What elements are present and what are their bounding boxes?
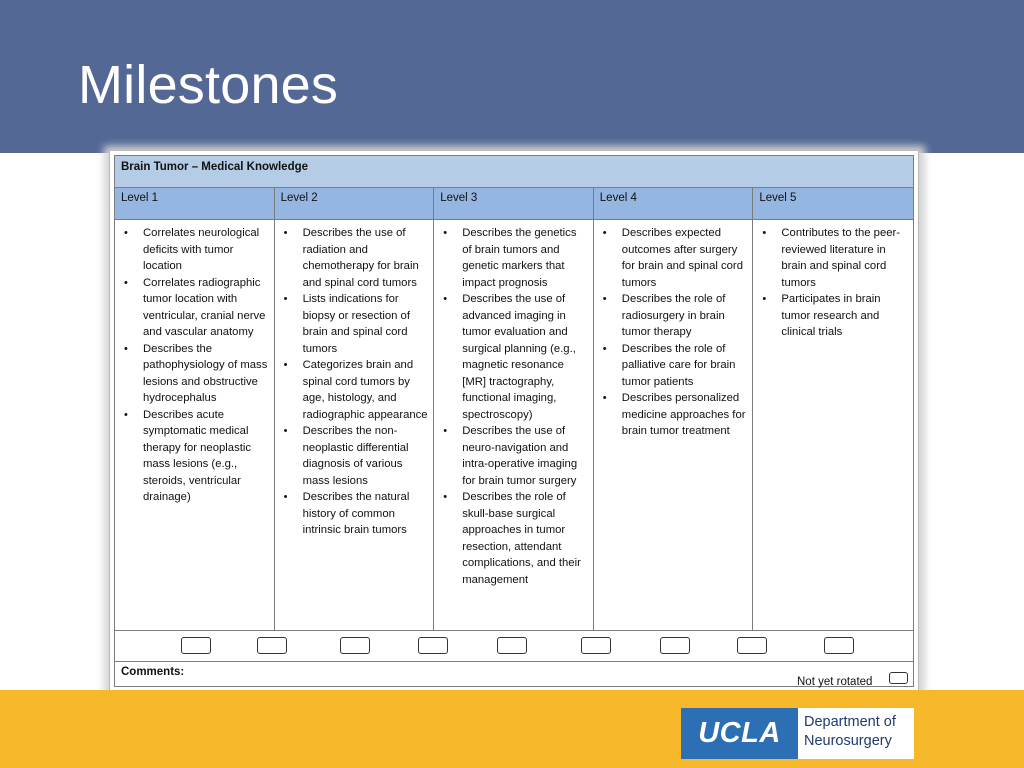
department-name [798, 708, 914, 759]
comments-label: Comments: [121, 666, 185, 678]
list-item: • Describes the non-neoplastic differential diagnosis of various mass lesions [281, 423, 430, 489]
rubric-table [114, 155, 914, 687]
not-yet-rotated-label: Not yet rotated [797, 676, 873, 688]
list-item: • Describes the pathophysiology of mass lesions and obstructive hydrocephalus [121, 341, 270, 407]
slide-title: Milestones [78, 55, 339, 115]
header-band [0, 0, 1024, 153]
level-5-descriptions [753, 220, 913, 630]
list-item: • Contributes to the peer-reviewed literature in brain and spinal cord tumors [759, 225, 909, 291]
rating-checkbox-5[interactable] [497, 637, 527, 654]
list-item: • Describes the role of palliative care for brain tumor patients [600, 341, 749, 391]
level-1-descriptions [115, 220, 275, 630]
milestone-rubric [109, 150, 919, 691]
level-4-header: Level 4 [594, 188, 754, 219]
level-3-header: Level 3 [434, 188, 594, 219]
list-item: • Correlates radiographic tumor location with ventricular, cranial nerve and vascular anatomy [121, 275, 270, 341]
level-5-header: Level 5 [759, 192, 797, 204]
rating-checkbox-3[interactable] [340, 637, 370, 654]
list-item: • Describes the use of advanced imaging in tumor evaluation and surgical planning (e.g., magnetic resonance [MR] tractography, functional imaging, spectroscopy) [440, 291, 589, 423]
rubric-heading: Brain Tumor – Medical Knowledge [115, 156, 913, 188]
level-3-descriptions [434, 220, 594, 630]
list-item: • Categorizes brain and spinal cord tumors by age, histology, and radiographic appearance [281, 357, 430, 423]
level-1-header: Level 1 [115, 188, 275, 219]
rating-checkbox-1[interactable] [181, 637, 211, 654]
rating-checkbox-2[interactable] [257, 637, 287, 654]
list-item: • Describes acute symptomatic medical therapy for neoplastic mass lesions (e.g., steroids, ventricular drainage) [121, 407, 270, 506]
rating-checkbox-9[interactable] [824, 637, 854, 654]
list-item: • Describes the role of skull-base surgical approaches in tumor resection, attendant complications, and their management [440, 489, 589, 588]
list-item: • Describes personalized medicine approaches for brain tumor treatment [600, 390, 749, 440]
list-item: • Lists indications for biopsy or resection of brain and spinal cord tumors [281, 291, 430, 357]
rating-checkbox-6[interactable] [581, 637, 611, 654]
rating-checkbox-4[interactable] [418, 637, 448, 654]
level-4-descriptions [594, 220, 754, 630]
rating-checkbox-row [115, 631, 913, 662]
list-item: • Describes the use of neuro-navigation and intra-operative imaging for brain tumor surgery [440, 423, 589, 489]
department-line-2: Neurosurgery [804, 733, 892, 749]
list-item: • Describes the role of radiosurgery in brain tumor therapy [600, 291, 749, 341]
ucla-logo: UCLA [681, 708, 798, 759]
ucla-brand [681, 708, 914, 759]
level-2-header: Level 2 [275, 188, 435, 219]
rating-checkbox-8[interactable] [737, 637, 767, 654]
level-description-row [115, 220, 913, 631]
not-yet-rotated-checkbox[interactable] [889, 672, 908, 684]
list-item: • Describes expected outcomes after surgery for brain and spinal cord tumors [600, 225, 749, 291]
list-item: • Correlates neurological deficits with tumor location [121, 225, 270, 275]
level-header-row [115, 188, 913, 220]
list-item: • Describes the genetics of brain tumors and genetic markers that impact prognosis [440, 225, 589, 291]
level-2-descriptions [275, 220, 435, 630]
list-item: • Describes the use of radiation and chemotherapy for brain and spinal cord tumors [281, 225, 430, 291]
department-line-1: Department of [804, 714, 896, 730]
list-item: • Participates in brain tumor research and clinical trials [759, 291, 909, 341]
list-item: • Describes the natural history of common intrinsic brain tumors [281, 489, 430, 539]
rating-checkbox-7[interactable] [660, 637, 690, 654]
